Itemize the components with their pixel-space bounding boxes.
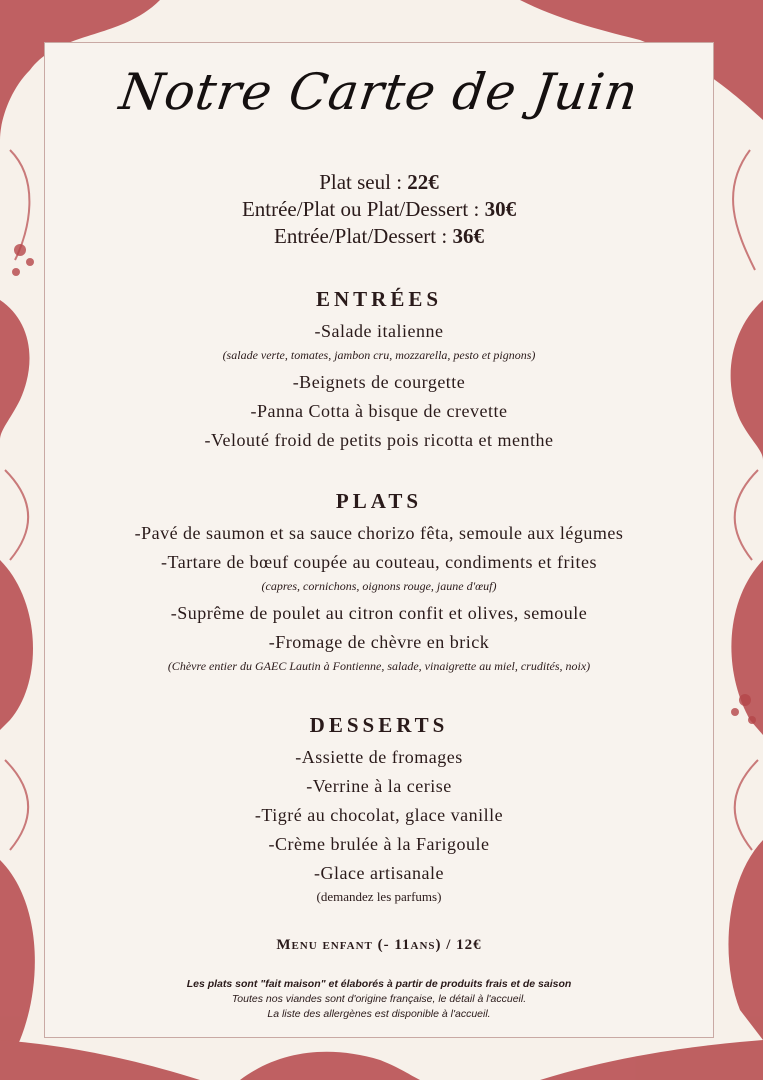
menu-item: -Crème brulée à la Farigoule: [268, 834, 490, 854]
menu-item: -Assiette de fromages: [295, 747, 463, 767]
price-label: Entrée/Plat ou Plat/Dessert :: [241, 197, 485, 221]
price-label: Entrée/Plat/Dessert :: [274, 224, 453, 248]
price-value: 30€: [484, 197, 517, 221]
plats-list: [45, 519, 713, 679]
price-label: Plat seul :: [319, 170, 408, 194]
kids-menu: Menu enfant (- 11ans) / 12€: [276, 937, 482, 953]
menu-item: -Pavé de saumon et sa sauce chorizo fêta, semoule aux légumes: [134, 523, 624, 543]
menu-item: -Glace artisanale: [314, 863, 444, 883]
footer-line: La liste des allergènes est disponible à l'accueil.: [267, 1008, 491, 1020]
section-title-entrees: ENTRÉES: [315, 287, 443, 311]
price-value: 22€: [407, 170, 439, 194]
menu-item-note: (demandez les parfums): [316, 889, 442, 904]
price-row: [45, 223, 713, 250]
footer-notes: [45, 977, 713, 1022]
menu-item: -Salade italienne: [314, 321, 444, 341]
footer-line: Toutes nos viandes sont d'origine française, le détail à l'accueil.: [231, 993, 527, 1005]
section-title-plats: PLATS: [335, 489, 423, 513]
section-title-desserts: DESSERTS: [309, 713, 449, 737]
menu-item: -Fromage de chèvre en brick: [268, 632, 490, 652]
menu-item: -Verrine à la cerise: [306, 776, 452, 796]
entrees-list: [45, 317, 713, 455]
price-row: [45, 169, 713, 196]
menu-card: [44, 42, 714, 1038]
price-list: [45, 169, 713, 250]
menu-item: -Tigré au chocolat, glace vanille: [254, 805, 504, 825]
menu-item-note: (Chèvre entier du GAEC Lautin à Fontienne, salade, vinaigrette au miel, crudités, noix): [167, 659, 591, 673]
desserts-list: [45, 743, 713, 910]
menu-item: -Beignets de courgette: [292, 372, 466, 392]
price-row: [45, 196, 713, 223]
menu-item: -Velouté froid de petits pois ricotta et menthe: [204, 430, 554, 450]
menu-item: -Suprême de poulet au citron confit et olives, semoule: [170, 603, 588, 623]
menu-item-note: (salade verte, tomates, jambon cru, mozzarella, pesto et pignons): [222, 348, 536, 362]
menu-title: Notre Carte de Juin: [116, 63, 642, 121]
menu-item: -Panna Cotta à bisque de crevette: [250, 401, 508, 421]
menu-item: -Tartare de bœuf coupée au couteau, condiments et frites: [160, 552, 598, 572]
price-value: 36€: [452, 224, 484, 248]
footer-line: Les plats sont "fait maison" et élaborés à partir de produits frais et de saison: [186, 978, 572, 990]
menu-item-note: (capres, cornichons, oignons rouge, jaune d'œuf): [261, 579, 497, 593]
